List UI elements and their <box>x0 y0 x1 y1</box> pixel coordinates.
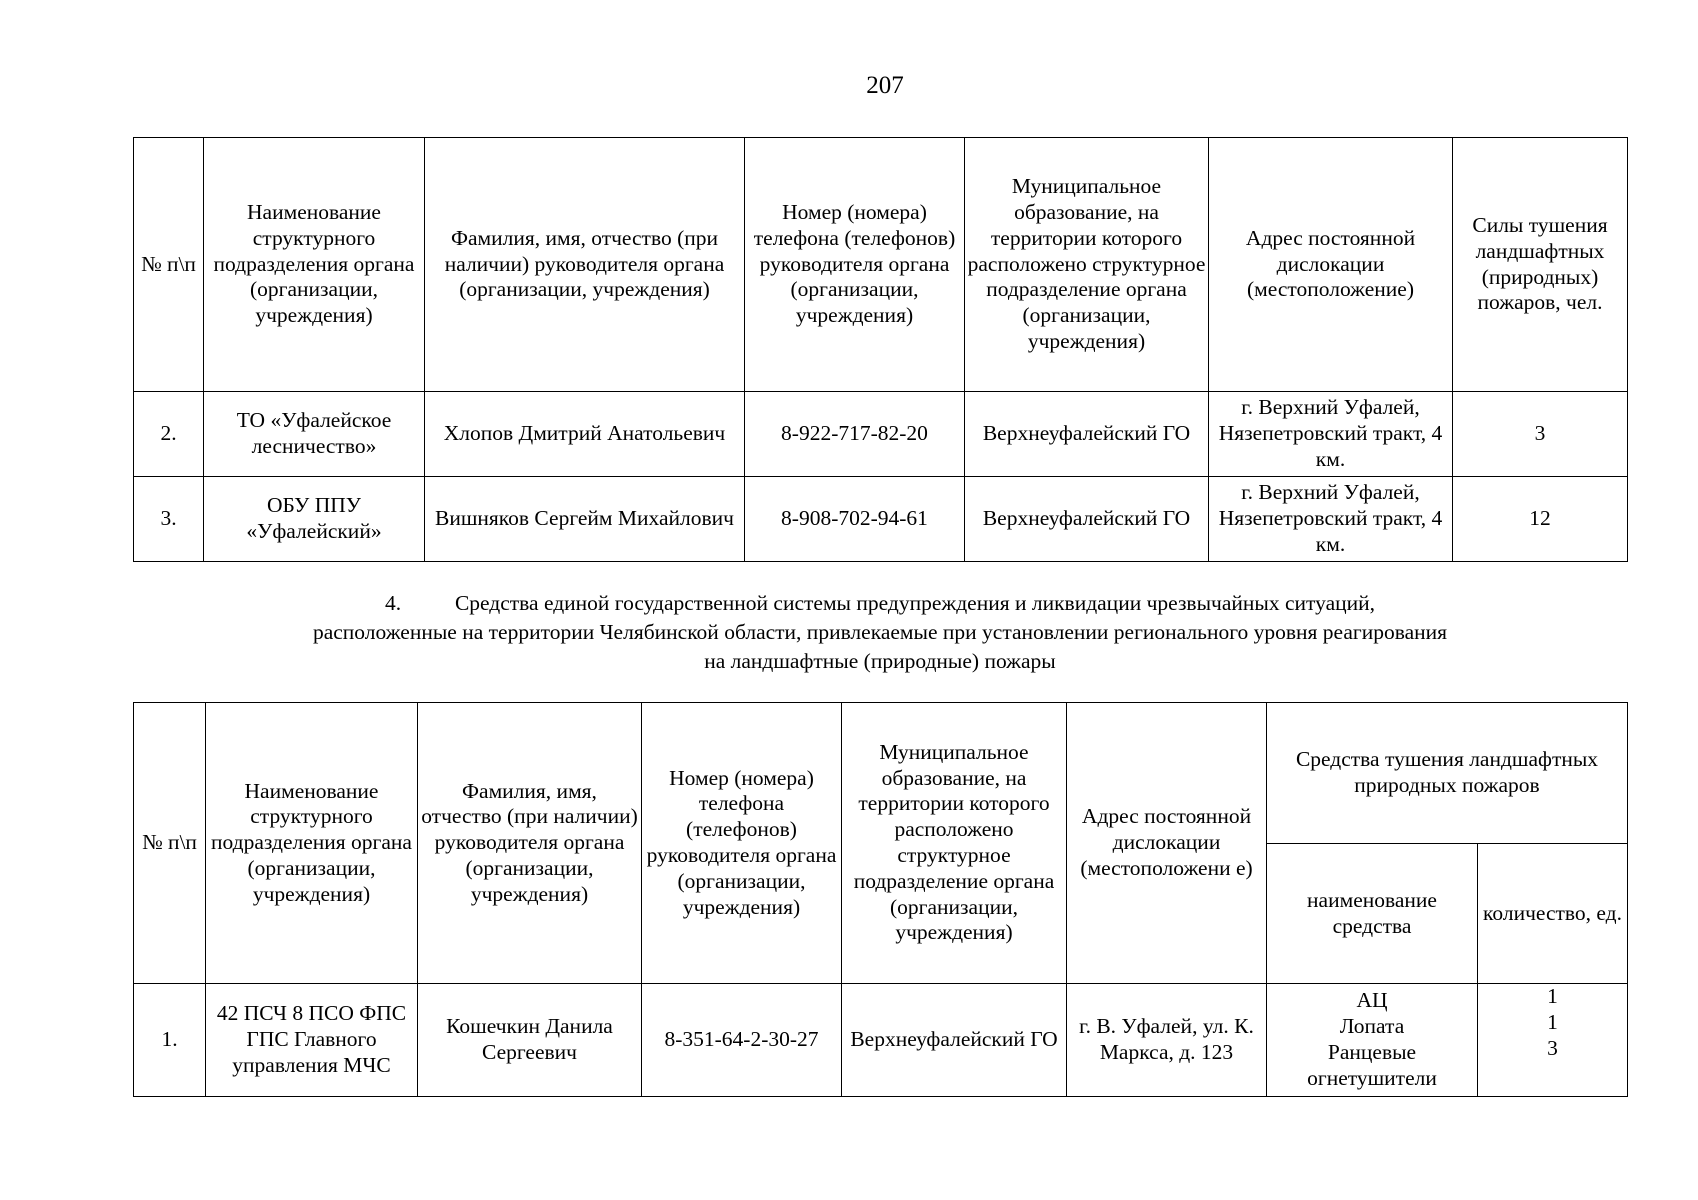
header-phone: Номер (номера) телефона (телефонов) руководителя органа (организации, учреждения) <box>642 703 842 984</box>
cell-municipality: Верхнеуфалейский ГО <box>965 477 1209 562</box>
section-4-heading <box>133 589 1627 676</box>
section-4-number: 4. <box>384 591 402 615</box>
section-4-line-1: 4. Средства единой государственной системы предупреждения и ликвидации чрезвычайных ситуаций, <box>133 589 1627 618</box>
cell-phone: 8-908-702-94-61 <box>745 477 965 562</box>
header-name: Наименование структурного подразделения органа (организации, учреждения) <box>204 138 425 392</box>
cell-address: г. В. Уфалей, ул. К. Маркса, д. 123 <box>1067 984 1267 1097</box>
cell-municipality: Верхнеуфалейский ГО <box>965 392 1209 477</box>
cell-head: Кошечкин Данила Сергеевич <box>418 984 642 1097</box>
header-phone: Номер (номера) телефона (телефонов) руководителя органа (организации, учреждения) <box>745 138 965 392</box>
page-number: 207 <box>866 72 904 99</box>
cell-head: Вишняков Сергейм Михайлович <box>425 477 745 562</box>
table-row <box>134 477 1628 562</box>
table-header-row <box>134 703 1628 844</box>
cell-means-qty <box>1478 984 1628 1097</box>
means-name-item: АЦ <box>1356 988 1388 1013</box>
cell-phone: 8-351-64-2-30-27 <box>642 984 842 1097</box>
header-means-name: наименование средства <box>1267 844 1478 984</box>
cell-name: ОБУ ППУ «Уфалейский» <box>204 477 425 562</box>
header-address: Адрес постоянной дислокации (местоположение) <box>1209 138 1453 392</box>
header-means-qty: количество, ед. <box>1478 844 1628 984</box>
section-4-line-3: на ландшафтные (природные) пожары <box>704 649 1056 673</box>
means-qty-item: 3 <box>1547 1035 1558 1060</box>
means-name-item: Лопата <box>1339 1014 1405 1039</box>
header-forces: Силы тушения ландшафтных (природных) пожаров, чел. <box>1453 138 1628 392</box>
header-name: Наименование структурного подразделения органа (организации, учреждения) <box>206 703 418 984</box>
cell-phone: 8-922-717-82-20 <box>745 392 965 477</box>
section-4-line-2: расположенные на территории Челябинской области, привлекаемые при установлении регионального уровня реагирования <box>312 620 1448 644</box>
cell-means-names <box>1267 984 1478 1097</box>
header-num: № п\п <box>134 703 206 984</box>
cell-forces: 12 <box>1453 477 1628 562</box>
header-means: Средства тушения ландшафтных природных пожаров <box>1267 703 1628 844</box>
cell-num: 1. <box>134 984 206 1097</box>
cell-num: 3. <box>134 477 204 562</box>
means-qty-item: 1 <box>1547 984 1558 1008</box>
cell-address: г. Верхний Уфалей, Нязепетровский тракт, 4 км. <box>1209 392 1453 477</box>
means-qty-item: 1 <box>1547 1009 1558 1034</box>
header-head: Фамилия, имя, отчество (при наличии) руководителя органа (организации, учреждения) <box>418 703 642 984</box>
cell-num: 2. <box>134 392 204 477</box>
cell-forces: 3 <box>1453 392 1628 477</box>
header-municipality: Муниципальное образование, на территории которого расположено структурное подразделение органа (организации, учреждения) <box>965 138 1209 392</box>
means-table <box>133 702 1628 1097</box>
table-header-row <box>134 138 1628 392</box>
table-row <box>134 984 1628 1097</box>
cell-address: г. Верхний Уфалей, Нязепетровский тракт, 4 км. <box>1209 477 1453 562</box>
means-name-item: Ранцевые огнетушители <box>1307 1040 1437 1090</box>
cell-head: Хлопов Дмитрий Анатольевич <box>425 392 745 477</box>
table-row <box>134 392 1628 477</box>
header-address: Адрес постоянной дислокации (местоположени е) <box>1067 703 1267 984</box>
header-head: Фамилия, имя, отчество (при наличии) руководителя органа (организации, учреждения) <box>425 138 745 392</box>
forces-table <box>133 137 1628 562</box>
cell-name: 42 ПСЧ 8 ПСО ФПС ГПС Главного управления МЧС <box>206 984 418 1097</box>
header-num: № п\п <box>134 138 204 392</box>
cell-municipality: Верхнеуфалейский ГО <box>842 984 1067 1097</box>
header-municipality: Муниципальное образование, на территории которого расположено структурное подразделение органа (организации, учреждения) <box>842 703 1067 984</box>
cell-name: ТО «Уфалейское лесничество» <box>204 392 425 477</box>
